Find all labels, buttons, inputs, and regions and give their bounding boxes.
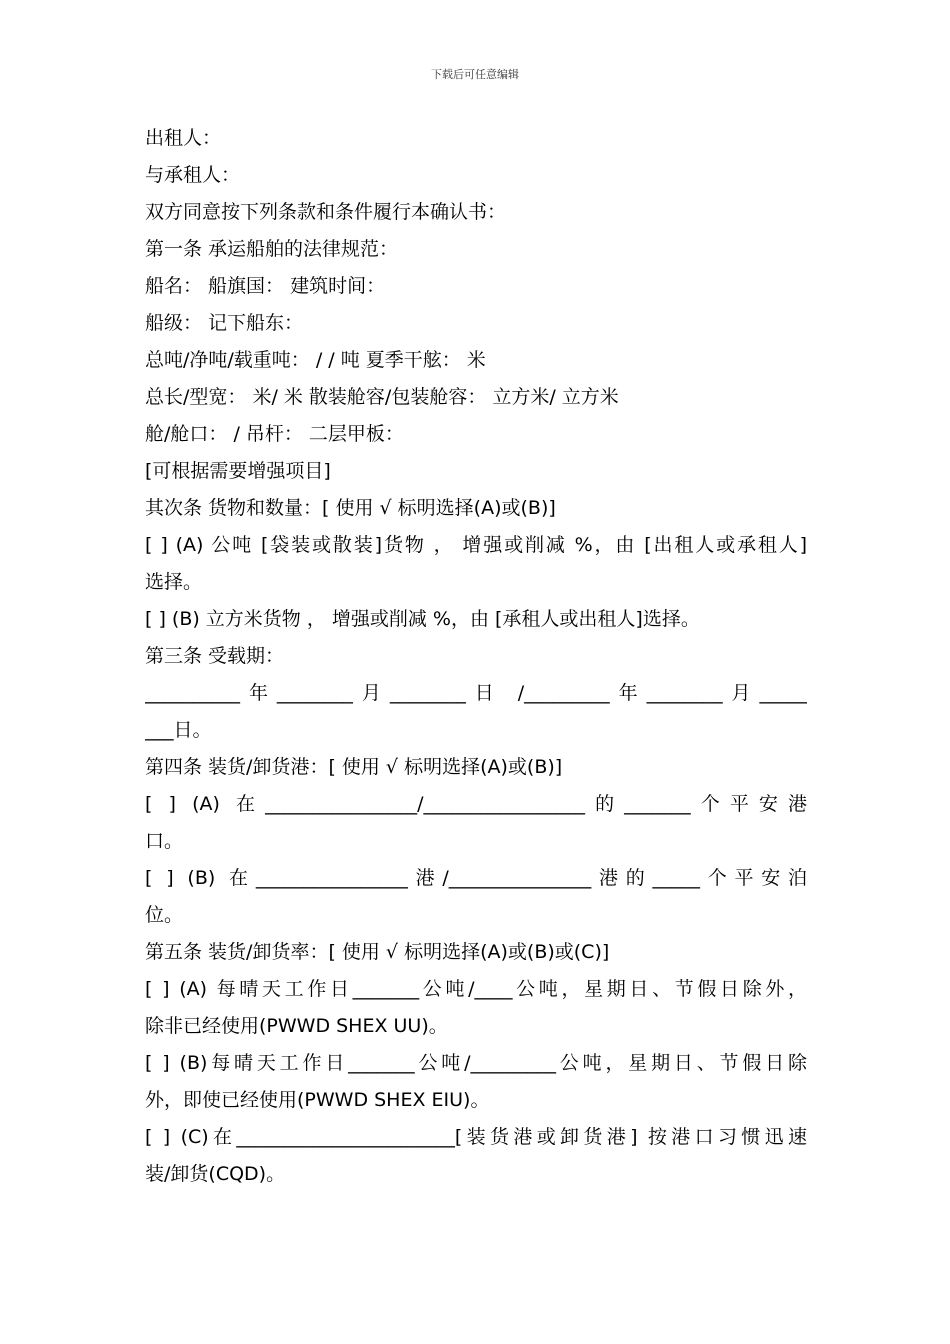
text-line: 舱/舱口： / 吊杆： 二层甲板：: [145, 423, 404, 445]
text-line: 总吨/净吨/载重吨： / / 吨 夏季干舷： 米: [145, 349, 486, 371]
text-line: 第四条 装货/卸货港：[ 使用 √ 标明选择(A)或(B)]: [145, 756, 563, 778]
text-line: 出租人：: [145, 127, 222, 149]
text-line: 船级： 记下船东：: [145, 312, 304, 334]
text-line: 外，即使已经使用(PWWD SHEX EIU)。: [145, 1089, 490, 1111]
text-line: 位。: [145, 904, 184, 926]
text-line: 总长/型宽： 米/ 米 散装舱容/包装舱容： 立方米/ 立方米: [145, 386, 619, 408]
text-line: [ ] (A) 公吨 [袋装或散装]货物 ， 增强或削减 %，由 [出租人或承租人]: [145, 534, 807, 556]
text-line: 双方同意按下列条款和条件履行本确认书：: [145, 201, 507, 223]
text-line: 口。: [145, 830, 184, 852]
text-line: 船名： 船旗国： 建筑时间：: [145, 275, 386, 297]
text-line: [ ] (B)每晴天工作日_______公吨/_________公吨，星期日、节假日除: [145, 1052, 807, 1074]
text-line: [ ] (A) 在________________/_________________的_______个平安港: [145, 793, 807, 815]
text-line: 与承租人：: [145, 164, 241, 186]
text-line: [ ] (A) 每晴天工作日_______公吨/____公吨，星期日、节假日除外，: [145, 978, 807, 1000]
text-line: 装/卸货(CQD)。: [145, 1163, 286, 1185]
text-line: 选择。: [145, 571, 203, 593]
text-line: [ ] (B) 在________________港/_______________港的_____个平安泊: [145, 867, 807, 889]
text-line: 第五条 装货/卸货率：[ 使用 √ 标明选择(A)或(B)或(C)]: [145, 941, 610, 963]
document-body: [145, 120, 807, 1193]
text-line: 其次条 货物和数量：[ 使用 √ 标明选择(A)或(B)]: [145, 497, 556, 519]
text-line: 除非已经使用(PWWD SHEX UU)。: [145, 1015, 448, 1037]
text-line: [ ] (B) 立方米货物 ， 增强或削减 %，由 [承租人或出租人]选择。: [145, 608, 700, 630]
text-line: [ ] (C)在_______________________[装货港或卸货港] 按港口习惯迅速: [145, 1126, 807, 1148]
text-line: ___日。: [145, 719, 212, 741]
text-line: 第三条 受载期：: [145, 645, 285, 667]
page-header: 下载后可任意编辑: [431, 68, 519, 81]
text-line: __________年________月________日 /_________年________月_____: [145, 682, 807, 704]
text-line: [可根据需要增强项目]: [145, 460, 331, 482]
text-line: 第一条 承运船舶的法律规范：: [145, 238, 399, 260]
